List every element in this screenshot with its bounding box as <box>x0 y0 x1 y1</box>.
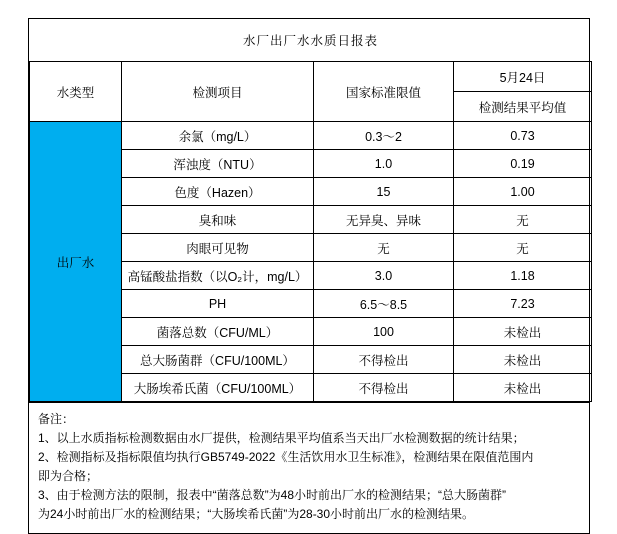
note-line: 2、检测指标及指标限值均执行GB5749-2022《生活饮用水卫生标准》，检测结果在限值范围内 <box>38 449 534 464</box>
report-container <box>28 18 590 534</box>
row-item: 余氯（mg/L） <box>122 122 314 150</box>
row-result: 1.18 <box>454 262 592 290</box>
row-item: PH <box>122 290 314 318</box>
row-item: 肉眼可见物 <box>122 234 314 262</box>
note-line: 备注： <box>38 412 75 426</box>
notes-section <box>29 402 589 533</box>
row-result: 未检出 <box>454 346 592 374</box>
header-test-item: 检测项目 <box>122 62 314 122</box>
row-standard: 无异臭、异味 <box>314 206 454 234</box>
row-item: 高锰酸盐指数（以O₂计，mg/L） <box>122 262 314 290</box>
water-type-value: 出厂水 <box>30 122 122 402</box>
note-line: 即为合格； <box>38 468 99 483</box>
row-result: 未检出 <box>454 318 592 346</box>
table-row <box>30 122 592 150</box>
header-water-type: 水类型 <box>30 62 122 122</box>
note-line: 为24小时前出厂水的检测结果；“大肠埃希氏菌”为28-30小时前出厂水的检测结果。 <box>38 506 475 521</box>
row-standard: 不得检出 <box>314 374 454 402</box>
note-line: 1、以上水质指标检测数据由水厂提供，检测结果平均值系当天出厂水检测数据的统计结果； <box>38 430 525 445</box>
row-standard: 3.0 <box>314 262 454 290</box>
row-standard: 1.0 <box>314 150 454 178</box>
row-standard: 6.5～8.5 <box>314 290 454 318</box>
row-result: 0.19 <box>454 150 592 178</box>
row-result: 1.00 <box>454 178 592 206</box>
row-result: 无 <box>454 206 592 234</box>
row-standard: 不得检出 <box>314 346 454 374</box>
row-item: 总大肠菌群（CFU/100ML） <box>122 346 314 374</box>
row-result: 未检出 <box>454 374 592 402</box>
row-item: 浑浊度（NTU） <box>122 150 314 178</box>
row-item: 色度（Hazen） <box>122 178 314 206</box>
header-average-result: 检测结果平均值 <box>454 92 592 122</box>
row-standard: 无 <box>314 234 454 262</box>
row-item: 大肠埃希氏菌（CFU/100ML） <box>122 374 314 402</box>
header-row-1 <box>30 62 592 92</box>
water-quality-table <box>29 19 592 402</box>
row-result: 0.73 <box>454 122 592 150</box>
row-item: 臭和味 <box>122 206 314 234</box>
title-row <box>30 19 592 62</box>
header-national-standard: 国家标准限值 <box>314 62 454 122</box>
row-standard: 100 <box>314 318 454 346</box>
row-result: 7.23 <box>454 290 592 318</box>
report-title: 水厂出厂水水质日报表 <box>30 19 592 62</box>
row-standard: 0.3～2 <box>314 122 454 150</box>
row-standard: 15 <box>314 178 454 206</box>
header-date: 5月24日 <box>454 62 592 92</box>
row-item: 菌落总数（CFU/ML） <box>122 318 314 346</box>
note-line: 3、由于检测方法的限制，报表中“菌落总数”为48小时前出厂水的检测结果；“总大肠菌群” <box>38 487 507 502</box>
row-result: 无 <box>454 234 592 262</box>
